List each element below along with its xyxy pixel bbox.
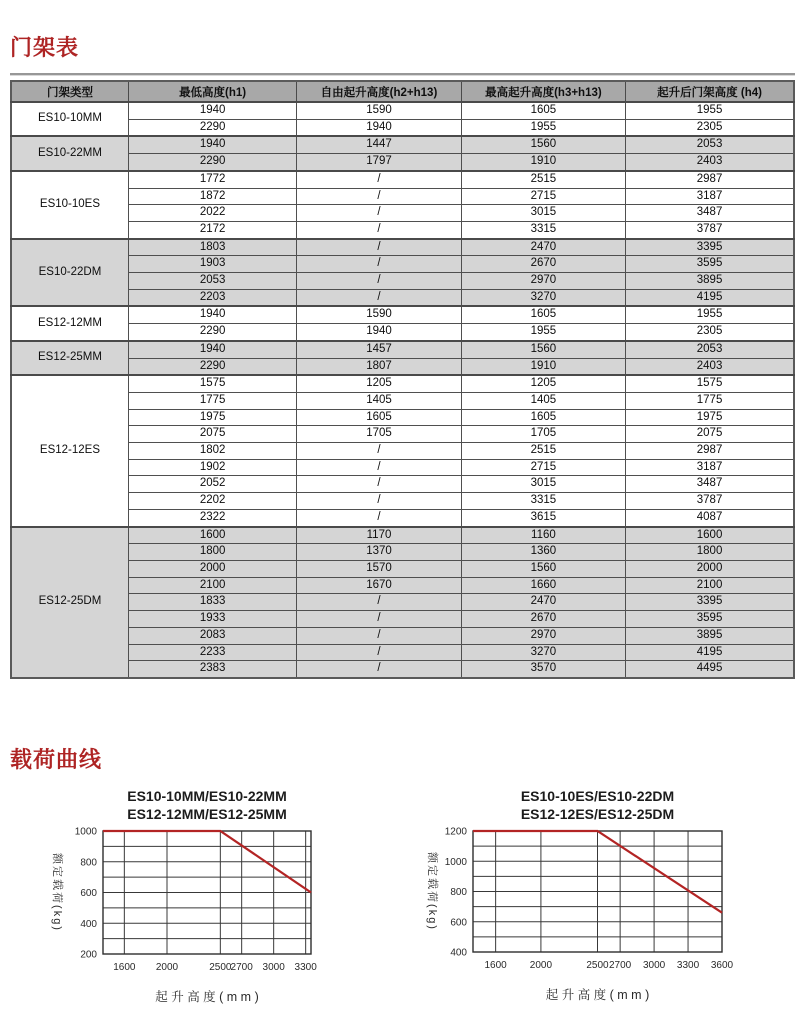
table-cell: 2403 — [626, 358, 794, 375]
table-row — [11, 375, 794, 392]
table-cell: 1772 — [128, 171, 296, 188]
table-cell: 1802 — [128, 443, 296, 460]
table-cell: 1205 — [297, 375, 461, 392]
table-cell: 1955 — [461, 119, 625, 136]
table-cell: 1560 — [461, 560, 625, 577]
table-cell: 1160 — [461, 527, 625, 544]
table-cell: 3787 — [626, 221, 794, 238]
table-cell: 1800 — [626, 544, 794, 561]
table-cell: 1570 — [297, 560, 461, 577]
table-cell: / — [297, 611, 461, 628]
table-cell: 2075 — [626, 426, 794, 443]
table-cell: 2290 — [128, 358, 296, 375]
table-header-cell: 门架类型 — [11, 81, 128, 102]
chart-title: ES12-12ES/ES12-25DM — [520, 806, 675, 822]
table-cell: 1590 — [297, 306, 461, 323]
table-cell: 2305 — [626, 119, 794, 136]
table-cell: 1940 — [297, 119, 461, 136]
table-cell: 2233 — [128, 644, 296, 661]
table-cell: 2515 — [461, 443, 625, 460]
mast-type-cell: ES12-12ES — [11, 375, 128, 526]
x-tick-label: 2700 — [230, 962, 253, 973]
table-row — [11, 188, 794, 205]
table-cell: / — [297, 289, 461, 306]
table-row — [11, 154, 794, 171]
table-cell: 1975 — [626, 409, 794, 426]
load-chart-es-dm-models — [415, 780, 765, 1020]
table-cell: 1447 — [297, 136, 461, 153]
table-cell: 2322 — [128, 509, 296, 526]
table-cell: 3595 — [626, 611, 794, 628]
table-row — [11, 443, 794, 460]
table-cell: 1775 — [626, 392, 794, 409]
table-cell: 2202 — [128, 493, 296, 510]
table-cell: 3787 — [626, 493, 794, 510]
mast-type-cell: ES12-25DM — [11, 527, 128, 678]
table-cell: 2203 — [128, 289, 296, 306]
y-tick-label: 1200 — [444, 826, 467, 838]
y-axis-label: 额定载荷(kg) — [426, 852, 438, 931]
table-cell: 2053 — [626, 341, 794, 358]
table-cell: 3895 — [626, 627, 794, 644]
table-header-cell: 最低高度(h1) — [128, 81, 296, 102]
table-row — [11, 493, 794, 510]
table-cell: 1605 — [461, 409, 625, 426]
table-cell: 1705 — [461, 426, 625, 443]
table-cell: 1605 — [461, 306, 625, 323]
table-cell: 1575 — [128, 375, 296, 392]
table-cell: 1903 — [128, 256, 296, 273]
table-cell: 2290 — [128, 324, 296, 341]
table-cell: 2052 — [128, 476, 296, 493]
table-cell: 3595 — [626, 256, 794, 273]
table-cell: 1590 — [297, 102, 461, 119]
table-cell: 2970 — [461, 273, 625, 290]
mast-table-body — [11, 102, 794, 678]
table-cell: 2290 — [128, 154, 296, 171]
section-divider — [10, 73, 795, 76]
table-cell: 2715 — [461, 459, 625, 476]
table-cell: 2053 — [128, 273, 296, 290]
table-cell: 1797 — [297, 154, 461, 171]
x-tick-label: 2500 — [209, 962, 232, 973]
table-cell: 1910 — [461, 154, 625, 171]
x-tick-label: 2000 — [155, 962, 179, 973]
table-cell: 3270 — [461, 644, 625, 661]
table-cell: 2172 — [128, 221, 296, 238]
table-cell: 3187 — [626, 459, 794, 476]
table-cell: 1775 — [128, 392, 296, 409]
table-cell: 1800 — [128, 544, 296, 561]
table-row — [11, 205, 794, 222]
table-cell: 1560 — [461, 136, 625, 153]
table-cell: 2022 — [128, 205, 296, 222]
table-cell: 1940 — [128, 341, 296, 358]
table-cell: / — [297, 459, 461, 476]
table-cell: 1933 — [128, 611, 296, 628]
table-cell: 2000 — [626, 560, 794, 577]
table-cell: 3187 — [626, 188, 794, 205]
table-cell: 2075 — [128, 426, 296, 443]
table-cell: / — [297, 188, 461, 205]
table-cell: / — [297, 661, 461, 678]
mast-type-cell: ES10-10ES — [11, 171, 128, 239]
table-cell: 2403 — [626, 154, 794, 171]
table-cell: / — [297, 205, 461, 222]
y-tick-label: 1000 — [444, 856, 467, 868]
table-cell: / — [297, 509, 461, 526]
table-cell: 3395 — [626, 594, 794, 611]
table-row — [11, 306, 794, 323]
table-cell: 1205 — [461, 375, 625, 392]
table-row — [11, 171, 794, 188]
table-cell: 2000 — [128, 560, 296, 577]
mast-type-cell: ES12-12MM — [11, 306, 128, 340]
table-cell: 3895 — [626, 273, 794, 290]
table-header-cell: 自由起升高度(h2+h13) — [297, 81, 461, 102]
x-tick-label: 3000 — [262, 962, 285, 973]
y-tick-label: 400 — [80, 918, 97, 930]
table-cell: 1600 — [128, 527, 296, 544]
y-tick-label: 200 — [80, 949, 97, 961]
table-row — [11, 577, 794, 594]
x-tick-label: 3300 — [676, 960, 700, 971]
table-cell: 2083 — [128, 627, 296, 644]
table-cell: 3270 — [461, 289, 625, 306]
table-cell: 3615 — [461, 509, 625, 526]
table-cell: 1705 — [297, 426, 461, 443]
table-cell: 4495 — [626, 661, 794, 678]
table-cell: 1975 — [128, 409, 296, 426]
table-cell: 2100 — [626, 577, 794, 594]
x-axis-label: 起 升 高 度 ( m m ) — [545, 988, 650, 1002]
table-row — [11, 256, 794, 273]
mast-type-cell: ES10-10MM — [11, 102, 128, 136]
table-cell: 1940 — [128, 306, 296, 323]
table-cell: 1955 — [626, 102, 794, 119]
load-curve-title: 载荷曲线 — [10, 747, 103, 772]
table-row — [11, 476, 794, 493]
table-row — [11, 289, 794, 306]
x-tick-label: 2000 — [529, 960, 553, 971]
table-cell: 2383 — [128, 661, 296, 678]
table-cell: 1360 — [461, 544, 625, 561]
table-cell: 4195 — [626, 644, 794, 661]
chart-canvas — [415, 780, 765, 1015]
table-cell: 3570 — [461, 661, 625, 678]
table-cell: 1575 — [626, 375, 794, 392]
table-row — [11, 459, 794, 476]
table-cell: 2670 — [461, 611, 625, 628]
table-row — [11, 644, 794, 661]
table-cell: / — [297, 493, 461, 510]
chart-title: ES12-12MM/ES12-25MM — [127, 806, 287, 822]
table-cell: / — [297, 256, 461, 273]
table-header-row — [11, 81, 794, 102]
table-cell: 2970 — [461, 627, 625, 644]
table-cell: 1872 — [128, 188, 296, 205]
table-cell: 3015 — [461, 476, 625, 493]
table-cell: 3487 — [626, 205, 794, 222]
table-row — [11, 119, 794, 136]
load-chart-mm-models — [40, 780, 375, 1020]
x-tick-label: 2700 — [609, 960, 632, 971]
table-cell: 2987 — [626, 443, 794, 460]
table-cell: 2290 — [128, 119, 296, 136]
table-row — [11, 136, 794, 153]
mast-type-cell: ES12-25MM — [11, 341, 128, 375]
table-row — [11, 426, 794, 443]
x-tick-label: 1600 — [113, 962, 136, 973]
x-tick-label: 3000 — [642, 960, 666, 971]
y-tick-label: 800 — [80, 857, 97, 869]
table-cell: 1405 — [297, 392, 461, 409]
x-tick-label: 3300 — [294, 962, 317, 973]
table-header-cell: 最高起升高度(h3+h13) — [461, 81, 625, 102]
table-cell: 2715 — [461, 188, 625, 205]
y-tick-label: 400 — [450, 947, 467, 959]
chart-title: ES10-10ES/ES10-22DM — [520, 788, 675, 804]
table-cell: 2515 — [461, 171, 625, 188]
x-tick-label: 3600 — [710, 960, 734, 971]
table-row — [11, 102, 794, 119]
y-tick-label: 1000 — [74, 826, 97, 838]
x-axis-label: 起 升 高 度 ( m m ) — [155, 990, 259, 1004]
table-row — [11, 239, 794, 256]
table-cell: / — [297, 273, 461, 290]
table-cell: 3487 — [626, 476, 794, 493]
table-cell: 1803 — [128, 239, 296, 256]
table-row — [11, 341, 794, 358]
table-row — [11, 273, 794, 290]
table-cell: 1940 — [297, 324, 461, 341]
table-cell: 1955 — [461, 324, 625, 341]
mast-table — [10, 80, 795, 679]
table-cell: 1902 — [128, 459, 296, 476]
y-tick-label: 800 — [450, 887, 467, 898]
table-cell: 3015 — [461, 205, 625, 222]
table-cell: 2670 — [461, 256, 625, 273]
table-row — [11, 358, 794, 375]
table-cell: 1910 — [461, 358, 625, 375]
table-cell: / — [297, 221, 461, 238]
table-row — [11, 627, 794, 644]
table-cell: 2987 — [626, 171, 794, 188]
table-cell: 1955 — [626, 306, 794, 323]
table-cell: 3395 — [626, 239, 794, 256]
mast-table-title: 门架表 — [10, 35, 80, 60]
table-cell: / — [297, 171, 461, 188]
table-cell: 1405 — [461, 392, 625, 409]
table-cell: 1807 — [297, 358, 461, 375]
table-cell: 1370 — [297, 544, 461, 561]
x-tick-label: 2500 — [586, 960, 609, 971]
table-row — [11, 611, 794, 628]
table-cell: 4195 — [626, 289, 794, 306]
table-cell: 2100 — [128, 577, 296, 594]
table-header-cell: 起升后门架高度 (h4) — [626, 81, 794, 102]
table-cell: 2305 — [626, 324, 794, 341]
table-cell: 2470 — [461, 239, 625, 256]
table-cell: 4087 — [626, 509, 794, 526]
table-row — [11, 544, 794, 561]
table-cell: / — [297, 644, 461, 661]
table-cell: 3315 — [461, 221, 625, 238]
table-row — [11, 661, 794, 678]
y-tick-label: 600 — [80, 888, 97, 899]
y-tick-label: 600 — [450, 917, 467, 929]
table-cell: / — [297, 627, 461, 644]
table-cell: / — [297, 443, 461, 460]
table-cell: 1940 — [128, 136, 296, 153]
table-row — [11, 221, 794, 238]
table-cell: 1560 — [461, 341, 625, 358]
mast-table-header — [11, 81, 794, 102]
table-cell: 1605 — [297, 409, 461, 426]
table-cell: 2053 — [626, 136, 794, 153]
table-row — [11, 594, 794, 611]
table-cell: 1605 — [461, 102, 625, 119]
table-row — [11, 324, 794, 341]
table-cell: 1170 — [297, 527, 461, 544]
table-cell: 2470 — [461, 594, 625, 611]
chart-canvas — [40, 780, 375, 1015]
mast-type-cell: ES10-22DM — [11, 239, 128, 307]
x-tick-label: 1600 — [484, 960, 507, 971]
table-row — [11, 527, 794, 544]
table-cell: 1600 — [626, 527, 794, 544]
table-cell: 1660 — [461, 577, 625, 594]
table-cell: / — [297, 476, 461, 493]
table-row — [11, 392, 794, 409]
table-cell: 1940 — [128, 102, 296, 119]
table-row — [11, 560, 794, 577]
table-cell: / — [297, 239, 461, 256]
table-row — [11, 509, 794, 526]
table-row — [11, 409, 794, 426]
y-axis-label: 额定载荷(kg) — [51, 853, 63, 932]
mast-type-cell: ES10-22MM — [11, 136, 128, 170]
table-cell: 3315 — [461, 493, 625, 510]
table-cell: 1457 — [297, 341, 461, 358]
chart-title: ES10-10MM/ES10-22MM — [127, 788, 287, 804]
table-cell: / — [297, 594, 461, 611]
table-cell: 1670 — [297, 577, 461, 594]
table-cell: 1833 — [128, 594, 296, 611]
